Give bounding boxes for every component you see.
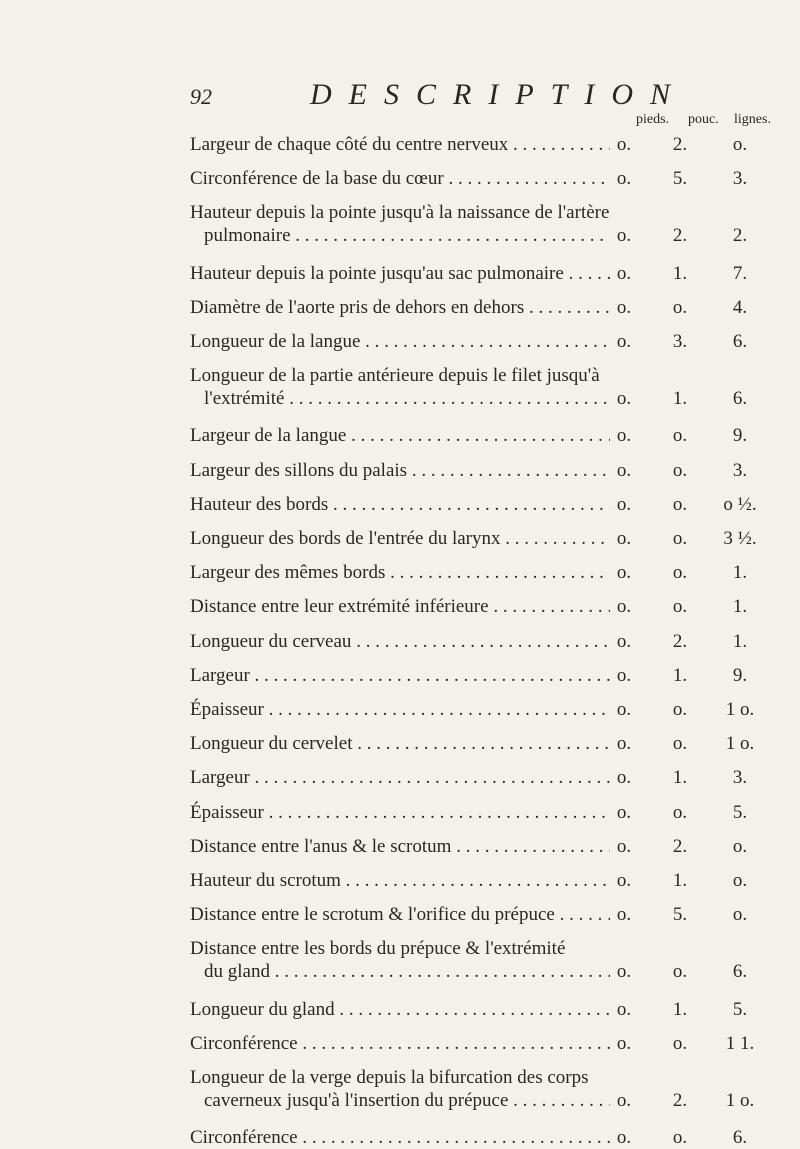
value-lignes: 3 ½. — [723, 528, 757, 549]
page-number: 92 — [190, 84, 212, 109]
value-pouces: 2. — [672, 835, 688, 857]
value-pieds: o. — [616, 225, 632, 247]
row-label: Hauteur depuis la pointe jusqu'au sac pulmonaire . . . — [190, 262, 610, 285]
value-pouces: o. — [672, 961, 688, 983]
row-label: Distance entre leur extrémité inférieure . . . — [190, 595, 610, 618]
value-lignes: 5. — [732, 998, 748, 1020]
row-label: Circonférence . . . — [190, 1126, 610, 1149]
row-label: Circonférence . . . — [190, 1032, 610, 1055]
value-pieds: o. — [616, 331, 632, 352]
value-pouces: o. — [672, 699, 688, 720]
value-lignes: o. — [732, 904, 748, 926]
value-pouces: o. — [672, 562, 688, 584]
value-lignes: 6. — [732, 961, 748, 983]
value-lignes: 1. — [732, 630, 748, 652]
running-title: DESCRIPTION — [310, 78, 687, 111]
value-lignes: 5. — [732, 801, 748, 823]
row-label: Largeur de la langue . . . — [190, 424, 610, 447]
value-pieds: o. — [616, 835, 632, 857]
value-pouces: o. — [672, 596, 688, 618]
row-label: Largeur des mêmes bords . . . — [190, 561, 610, 584]
row-label-first-line: Hauteur depuis la pointe jusqu'à la naissance de l'artère — [190, 202, 610, 224]
value-pieds: o. — [616, 733, 632, 755]
row-label: Distance entre le scrotum & l'orifice du prépuce . . . — [190, 903, 610, 926]
column-header-pieds: pieds. — [636, 112, 670, 127]
value-lignes: o. — [732, 134, 748, 155]
value-pieds: o. — [616, 961, 632, 983]
value-pouces: o. — [672, 1032, 688, 1054]
value-pouces: 1. — [672, 767, 688, 789]
value-lignes: 4. — [732, 296, 748, 318]
row-label: pulmonaire . . . — [204, 224, 610, 247]
row-label: Longueur du gland . . . — [190, 998, 610, 1021]
value-lignes: 1 o. — [725, 699, 755, 720]
value-pouces: o. — [672, 296, 688, 318]
value-lignes: o. — [732, 870, 748, 891]
value-pieds: o. — [616, 1090, 632, 1111]
row-label: Diamètre de l'aorte pris de dehors en dehors . . . — [190, 296, 610, 319]
value-pieds: o. — [616, 1127, 632, 1149]
value-lignes: o ½. — [723, 493, 757, 515]
value-pouces: o. — [672, 528, 688, 549]
value-pieds: o. — [616, 528, 632, 549]
value-lignes: 2. — [732, 225, 748, 247]
value-pieds: o. — [616, 168, 632, 190]
value-pieds: o. — [616, 388, 632, 410]
value-lignes: 9. — [732, 425, 748, 447]
row-label: l'extrémité . . . — [204, 387, 610, 410]
value-pieds: o. — [616, 664, 632, 686]
column-header-pouces: pouc. — [688, 112, 719, 127]
value-lignes: 6. — [732, 1127, 748, 1149]
value-pieds: o. — [616, 596, 632, 618]
value-lignes: 3. — [732, 459, 748, 481]
value-pieds: o. — [616, 630, 632, 652]
value-pouces: o. — [672, 733, 688, 755]
value-pouces: 5. — [672, 904, 688, 926]
row-label: Épaisseur . . . — [190, 698, 610, 721]
value-pieds: o. — [616, 459, 632, 481]
row-label: Largeur des sillons du palais . . . — [190, 459, 610, 482]
value-pouces: 1. — [672, 998, 688, 1020]
value-pouces: 2. — [672, 134, 688, 155]
row-label-first-line: Longueur de la verge depuis la bifurcation des corps — [190, 1067, 589, 1088]
row-label: Longueur des bords de l'entrée du larynx . . . — [190, 527, 610, 550]
value-pieds: o. — [616, 425, 632, 447]
value-lignes: 3. — [732, 767, 748, 789]
row-label: Circonférence de la base du cœur . . . — [190, 167, 610, 190]
row-label: Épaisseur . . . — [190, 801, 610, 824]
column-headers — [0, 112, 800, 132]
row-label: Longueur de la langue . . . — [190, 330, 610, 353]
value-lignes: 1. — [732, 562, 748, 584]
value-pieds: o. — [616, 801, 632, 823]
value-lignes: 1 o. — [725, 733, 755, 755]
value-pouces: o. — [672, 425, 688, 447]
value-lignes: 7. — [732, 262, 748, 284]
value-pouces: 2. — [672, 1090, 688, 1111]
row-label: Hauteur des bords . . . — [190, 493, 610, 516]
value-lignes: o. — [732, 835, 748, 857]
row-label: Longueur du cerveau . . . — [190, 630, 610, 653]
value-lignes: 6. — [732, 388, 748, 410]
row-label-first-line: Longueur de la partie antérieure depuis le filet jusqu'à — [190, 365, 600, 387]
value-pieds: o. — [616, 998, 632, 1020]
value-lignes: 1 1. — [725, 1032, 755, 1054]
row-label: Hauteur du scrotum . . . — [190, 869, 610, 892]
value-pouces: o. — [672, 801, 688, 823]
value-pieds: o. — [616, 699, 632, 720]
value-lignes: 6. — [732, 331, 748, 352]
row-label: du gland . . . — [204, 960, 610, 983]
row-label: Distance entre l'anus & le scrotum . . . — [190, 835, 610, 858]
row-label-first-line: Distance entre les bords du prépuce & l'extrémité — [190, 938, 566, 960]
column-header-lignes: lignes. — [734, 112, 771, 127]
value-pouces: 5. — [672, 168, 688, 190]
value-lignes: 1. — [732, 596, 748, 618]
value-pouces: o. — [672, 459, 688, 481]
row-label: Largeur . . . — [190, 766, 610, 789]
value-pouces: o. — [672, 1127, 688, 1149]
row-label: Largeur . . . — [190, 664, 610, 687]
value-pieds: o. — [616, 870, 632, 891]
value-pieds: o. — [616, 904, 632, 926]
value-pouces: 3. — [672, 331, 688, 352]
value-pieds: o. — [616, 1032, 632, 1054]
value-pieds: o. — [616, 562, 632, 584]
value-pouces: 1. — [672, 664, 688, 686]
value-lignes: 9. — [732, 664, 748, 686]
value-pouces: 1. — [672, 262, 688, 284]
row-label: caverneux jusqu'à l'insertion du prépuce . . . — [204, 1089, 610, 1112]
value-lignes: 1 o. — [725, 1090, 755, 1111]
value-pouces: o. — [672, 493, 688, 515]
value-pouces: 2. — [672, 225, 688, 247]
row-label: Longueur du cervelet . . . — [190, 732, 610, 755]
value-pieds: o. — [616, 134, 632, 155]
value-pieds: o. — [616, 262, 632, 284]
value-pouces: 2. — [672, 630, 688, 652]
row-label: Largeur de chaque côté du centre nerveux . . . — [190, 133, 610, 156]
value-pouces: 1. — [672, 870, 688, 891]
value-pieds: o. — [616, 767, 632, 789]
value-lignes: 3. — [732, 168, 748, 190]
value-pouces: 1. — [672, 388, 688, 410]
value-pieds: o. — [616, 296, 632, 318]
value-pieds: o. — [616, 493, 632, 515]
